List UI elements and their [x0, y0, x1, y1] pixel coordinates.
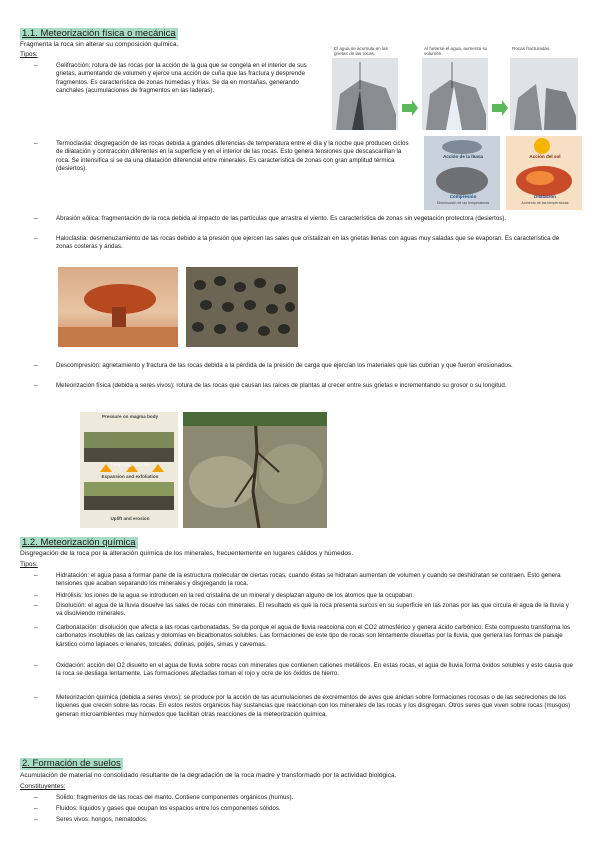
carbonatacion-text: Carbonatación: disolución que afecta a las rocas carbonatadas. Se da porque el agua de lluvia reacciona con el CO2 atmosférico y genera ácido carbónico. Este compuesto transforma los carbonatos insolubles de las calizas y dolomías en bicarbonatos solubles. Las formaciones de este tipo de rocas son lentamente disueltas por la lluvia, que genera las formas de paisaje kárstico como lapiaces o lenares, torcales, dolinas, poljés, simas y cavernas. [56, 624, 571, 648]
solido-text: Sólido: fragmentos de las rocas del manto. Contiene componentes orgánicos (humus). [56, 794, 294, 801]
bullet: – [34, 572, 38, 579]
abrasion-photo [58, 267, 178, 347]
tipos-label: Tipos: [20, 51, 38, 58]
bullet: – [34, 805, 38, 812]
seres-vivos-text: Seres vivos: hongos, nematodos. [56, 816, 148, 823]
constituyentes-label: Constituyentes: [20, 783, 66, 790]
arrow-icon [492, 100, 508, 116]
gelifraccion-diagram [330, 44, 580, 132]
fluidos-text: Fluidos: líquidos y gases que ocupan los espacios entre los componentes sólidos. [56, 805, 281, 812]
bullet: – [34, 694, 38, 701]
diagram-label: Uplift and erosion [110, 516, 150, 521]
diagram-label: El agua se acumula en las grietas de las rocas. [334, 46, 388, 57]
haloclastia-text: Haloclastia: desmenuzamiento de las rocas debido a la presión que ejercen las sales que cristalizan en las grietas llenas con aguas muy saladas que se evaporan. Es característica de zonas costeras y áridas. [56, 235, 560, 251]
bullet: – [34, 362, 38, 369]
bullet: – [34, 140, 38, 147]
bullet: – [34, 794, 38, 801]
sun-label: Acción del sol [529, 154, 561, 159]
bullet: – [34, 602, 38, 609]
haloclastia-photo [186, 267, 298, 347]
rain-label: Acción de la lluvia [442, 154, 484, 159]
bullet: – [34, 662, 38, 669]
section-intro: Disgregación de la roca por la alteración química de los minerales, frecuentemente en lugares cálidos y húmedos. [20, 550, 354, 557]
meteorizacion-biologica-quimica-text: Meteorización química (debida a seres vivos): se produce por la acción de las acumulaciones de excrementos de aves que anidan sobre formaciones rocosas o de las secreciones de los líquenes que crecen sobre las rocas. En estos restos orgánicos hay sustancias que reaccionan con los minerales de las rocas y los disgregan. Otros seres que viven sobre rocas (musgos) generan microambientes muy húmedos que facilitan otras reacciones de la meteorización química. [56, 694, 571, 718]
diagram-label: Rocas fracturadas. [512, 46, 551, 51]
section-heading-1-1: 1.1. Meteorización física o mecánica [22, 28, 176, 39]
bullet: – [34, 624, 38, 631]
meteorizacion-biologica-fisica-text: Meteorización física (debida a seres vivos): rotura de las rocas que causan las raíces de plantas al crecer entre sus grietas e incrementando su grosor o su longitud. [56, 382, 507, 389]
arrow-icon [402, 100, 418, 116]
diagram-label: Pressure on magma body [101, 414, 159, 419]
compresion-label: Compresión [449, 194, 477, 199]
section-intro: Acumulación de material no consolidado resultante de la degradación de la roca madre y transformado por la actividad biológica. [20, 772, 397, 779]
bullet: – [34, 235, 38, 242]
diagram-label: Al helarse el agua, aumenta su volumen. [424, 46, 488, 57]
termoclastia-diagram [424, 136, 582, 210]
dilatacion-sub-label: Aumento de las temperaturas [521, 201, 569, 205]
diagram-label: Expansion and exfoliation [101, 474, 159, 479]
bullet: – [34, 215, 38, 222]
termoclastia-text: Termoclastia: disgregación de las rocas debida a grandes diferencias de temperatura entre el día y la noche que producen ciclos de dilatación y contracción diferentes en la superficie y en el interior de las rocas. Esto genera tensiones que descascarillan la roca. Se intensifica si se da una dilatación diferencial entre minerales. Es característica de zonas con gran amplitud térmica (desiertos). [56, 140, 409, 173]
descompresion-diagram [80, 412, 178, 528]
diagram-label: Deep magma body [110, 462, 150, 467]
bullet: – [34, 62, 38, 69]
hidrolisis-text: Hidrólisis: los iones de la agua se introducen en la red cristalina de un mineral y desplazan alguno de los átomos que la ocupaban. [56, 592, 415, 599]
section-heading-2: 2. Formación de suelos [22, 758, 121, 769]
hidratacion-text: Hidratación: el agua pasa a formar parte de la estructura molecular de ciertas rocas, cuando éstas se hidratan aumentan de volumen y cuando se deshidratan se contraen. Esto genera tensiones que acaban separando los minerales y disgregando la roca. [56, 572, 561, 588]
tipos-label: Tipos: [20, 561, 38, 568]
descompresion-text: Descompresión: agrietamiento y fractura de las rocas debida a la pérdida de la presión de carga que ejercían los materiales que las cubrían y que fueron erosionados. [56, 362, 513, 369]
compresion-sub-label: Disminución de las temperaturas [436, 201, 490, 205]
bullet: – [34, 816, 38, 823]
section-intro: Fragmenta la roca sin alterar su composición química. [20, 41, 179, 48]
section-heading-1-2: 1.2. Meteorización química [22, 537, 136, 548]
abrasion-text: Abrasión eólica: fragmentación de la roca debida al impacto de las partículas que arrastra el viento. Es característica de zonas sin vegetación protectora (desiertos). [56, 215, 507, 222]
bullet: – [34, 592, 38, 599]
disolucion-text: Disolución: el agua de la lluvia disuelve las sales de rocas con minerales. El resultado es que la roca presenta surcos en su superficie en las zonas por las que circula el agua de la lluvia y va disolviendo minerales. [56, 602, 569, 618]
gelifraccion-text: Gelifracción: rotura de las rocas por la acción de la gua que se congela en el interior de sus grietas, aumentando de volumen y ejerce una acción de cuña que las fractura y desprende fragmentos. Es característica de zonas húmedas y frías. Se da en montañas, generando canchales (acumulaciones de fragmentos en las laderas). [56, 62, 307, 95]
raices-photo [183, 412, 327, 528]
oxidacion-text: Oxidación: acción del O2 disuelto en el agua de lluvia sobre rocas con minerales que contienen cationes metálicos. En estas rocas, el agua de lluvia forma óxidos solubles y esto causa que la roca se desliaga lentamente. Las formaciones afectadas toman el rojo y ocre de los óxidos de hierro. [56, 662, 573, 678]
dilatacion-label: Dilatación [534, 194, 556, 199]
bullet: – [34, 382, 38, 389]
